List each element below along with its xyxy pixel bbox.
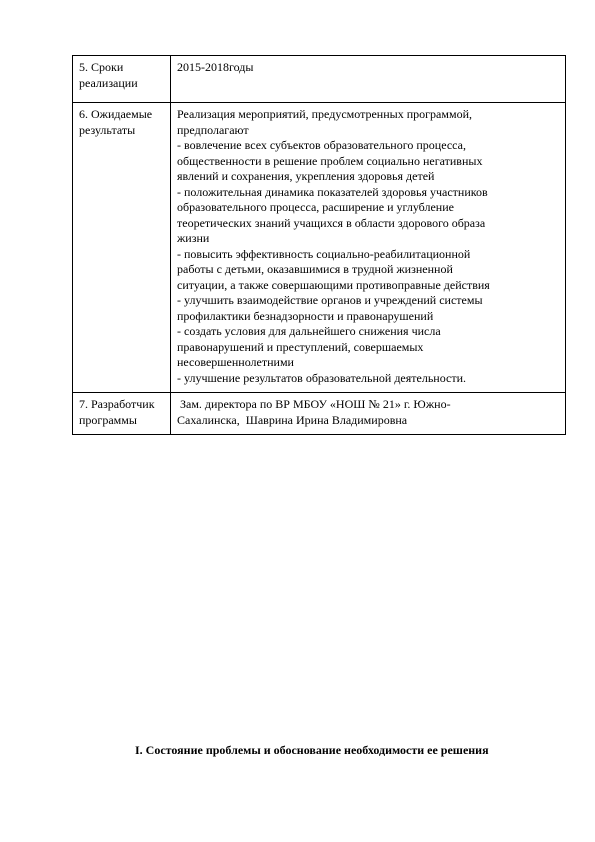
row-content-line: Сахалинска, Шаврина Ирина Владимировна (177, 412, 408, 427)
row-content-cell (171, 56, 566, 103)
row-content-line: Реализация мероприятий, предусмотренных программой, (177, 107, 472, 121)
row-label-line: программы (79, 412, 137, 427)
row-content-line: жизни (177, 231, 210, 245)
row-content-line: предполагают (177, 122, 249, 137)
row-label-cell (73, 393, 171, 435)
row-content-line: 2015-2018годы (177, 60, 254, 74)
row-content-line: - вовлечение всех субъектов образовательного процесса, (177, 138, 466, 152)
row-label-cell (73, 103, 171, 393)
row-label-cell (73, 56, 171, 103)
row-content-line: работы с детьми, оказавшимися в трудной жизненной (177, 262, 453, 276)
row-label-line: 6. Ожидаемые (79, 107, 153, 121)
row-content-line: - повысить эффективность социально-реабилитационной (177, 246, 471, 261)
row-content-line: общественности в решение проблем социально негативных (177, 153, 483, 168)
row-content-line: Зам. директора по ВР МБОУ «НОШ № 21» г. Южно- (177, 397, 451, 411)
row-label-line: реализации (79, 75, 138, 90)
table-row-expected-results (73, 103, 566, 393)
row-label-line: 5. Сроки (79, 60, 124, 74)
row-content-cell (171, 103, 566, 393)
row-content-line: теоретических знаний учащихся в области здорового образа (177, 215, 486, 230)
row-content-line: правонарушений и преступлений, совершаемых (177, 339, 424, 354)
row-content-cell (171, 393, 566, 435)
section-heading: I. Состояние проблемы и обоснование необходимости ее решения (135, 743, 489, 757)
row-label-line: 7. Разработчик (79, 397, 155, 411)
row-content-line: - улучшение результатов образовательной деятельности. (177, 370, 467, 385)
program-passport-table (72, 55, 566, 435)
row-content-line: профилактики безнадзорности и правонарушений (177, 308, 434, 323)
row-content-line: - улучшить взаимодействие органов и учреждений системы (177, 293, 483, 307)
table-row-timeline (73, 56, 566, 103)
row-content-line: - положительная динамика показателей здоровья участников (177, 184, 488, 199)
row-content-line: - создать условия для дальнейшего снижения числа (177, 324, 441, 338)
table-row-developer (73, 393, 566, 435)
row-content-line: несовершеннолетними (177, 355, 294, 369)
row-label-line: результаты (79, 122, 136, 137)
row-content-line: явлений и сохранения, укрепления здоровья детей (177, 169, 435, 183)
row-content-line: ситуации, а также совершающими противоправные действия (177, 277, 490, 292)
row-content-line: образовательного процесса, расширение и углубление (177, 200, 454, 214)
